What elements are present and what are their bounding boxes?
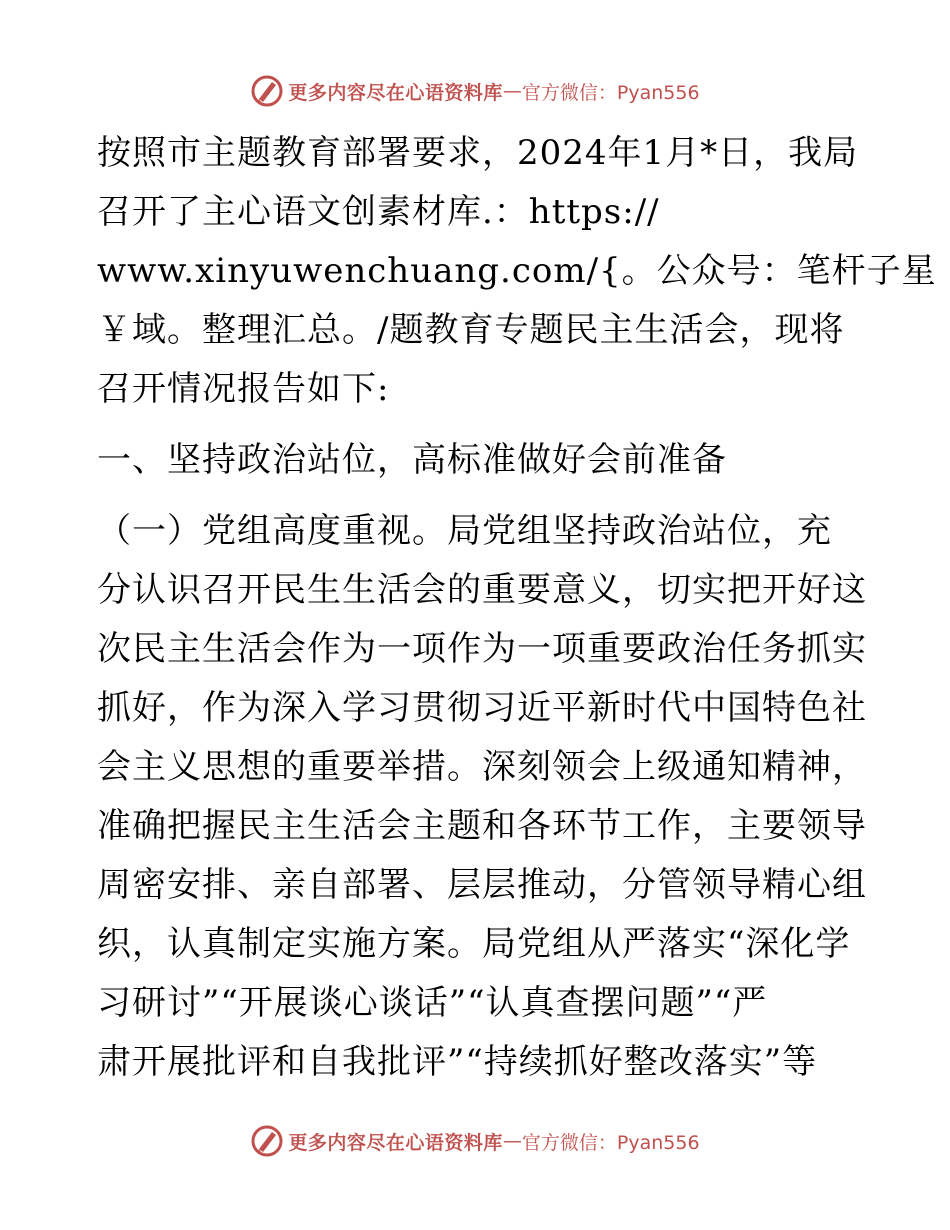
text-line: 周密安排、亲自部署、层层推动，分管领导精心组 [97, 865, 867, 905]
watermark-text: 更多内容尽在心语资料库 [288, 81, 503, 104]
header-watermark [0, 71, 950, 111]
text-line: 召开了主心语文创素材库.：https:// [97, 192, 660, 232]
text-line: ￥域。整理汇总。/题教育专题民主生活会，现将 [97, 310, 845, 350]
watermark-dash: — [502, 1130, 522, 1152]
text-line: 召开情况报告如下: [97, 369, 390, 409]
section-heading: 一、坚持政治站位，高标准做好会前准备 [97, 440, 727, 480]
text-line: 织，认真制定实施方案。局党组从严落实“深化学 [97, 924, 851, 964]
text-line: www.xinyuwenchuang.com/{。公众号：笔杆子星 [97, 251, 937, 291]
text-line: 准确把握民主生活会主题和各环节工作，主要领导 [97, 806, 867, 846]
watermark-dash: — [502, 80, 522, 102]
pen-logo-icon [250, 74, 284, 108]
footer-watermark [0, 1121, 950, 1161]
watermark-suffix: 官方微信：Pyan556 [521, 1131, 700, 1154]
watermark-suffix: 官方微信：Pyan556 [521, 81, 700, 104]
text-line: 按照市主题教育部署要求，2024年1月*日，我局 [97, 133, 859, 173]
watermark-text: 更多内容尽在心语资料库 [288, 1131, 503, 1154]
text-line: 抓好，作为深入学习贯彻习近平新时代中国特色社 [97, 688, 867, 728]
text-line: （一）党组高度重视。局党组坚持政治站位，充 [97, 511, 832, 551]
intro-paragraph [97, 124, 937, 419]
pen-logo-icon [250, 1124, 284, 1158]
text-line: 会主义思想的重要举措。深刻领会上级通知精神， [97, 747, 867, 787]
text-line: 次民主生活会作为一项作为一项重要政治任务抓实 [97, 629, 867, 669]
text-line: 分认识召开民生生活会的重要意义，切实把开好这 [97, 570, 867, 610]
document-body [97, 124, 937, 1092]
text-line: 肃开展批评和自我批评”“持续抓好整改落实”等 [97, 1042, 818, 1082]
text-line: 习研讨”“开展谈心谈话”“认真查摆问题”“严 [97, 983, 768, 1023]
body-paragraph [97, 502, 867, 1092]
